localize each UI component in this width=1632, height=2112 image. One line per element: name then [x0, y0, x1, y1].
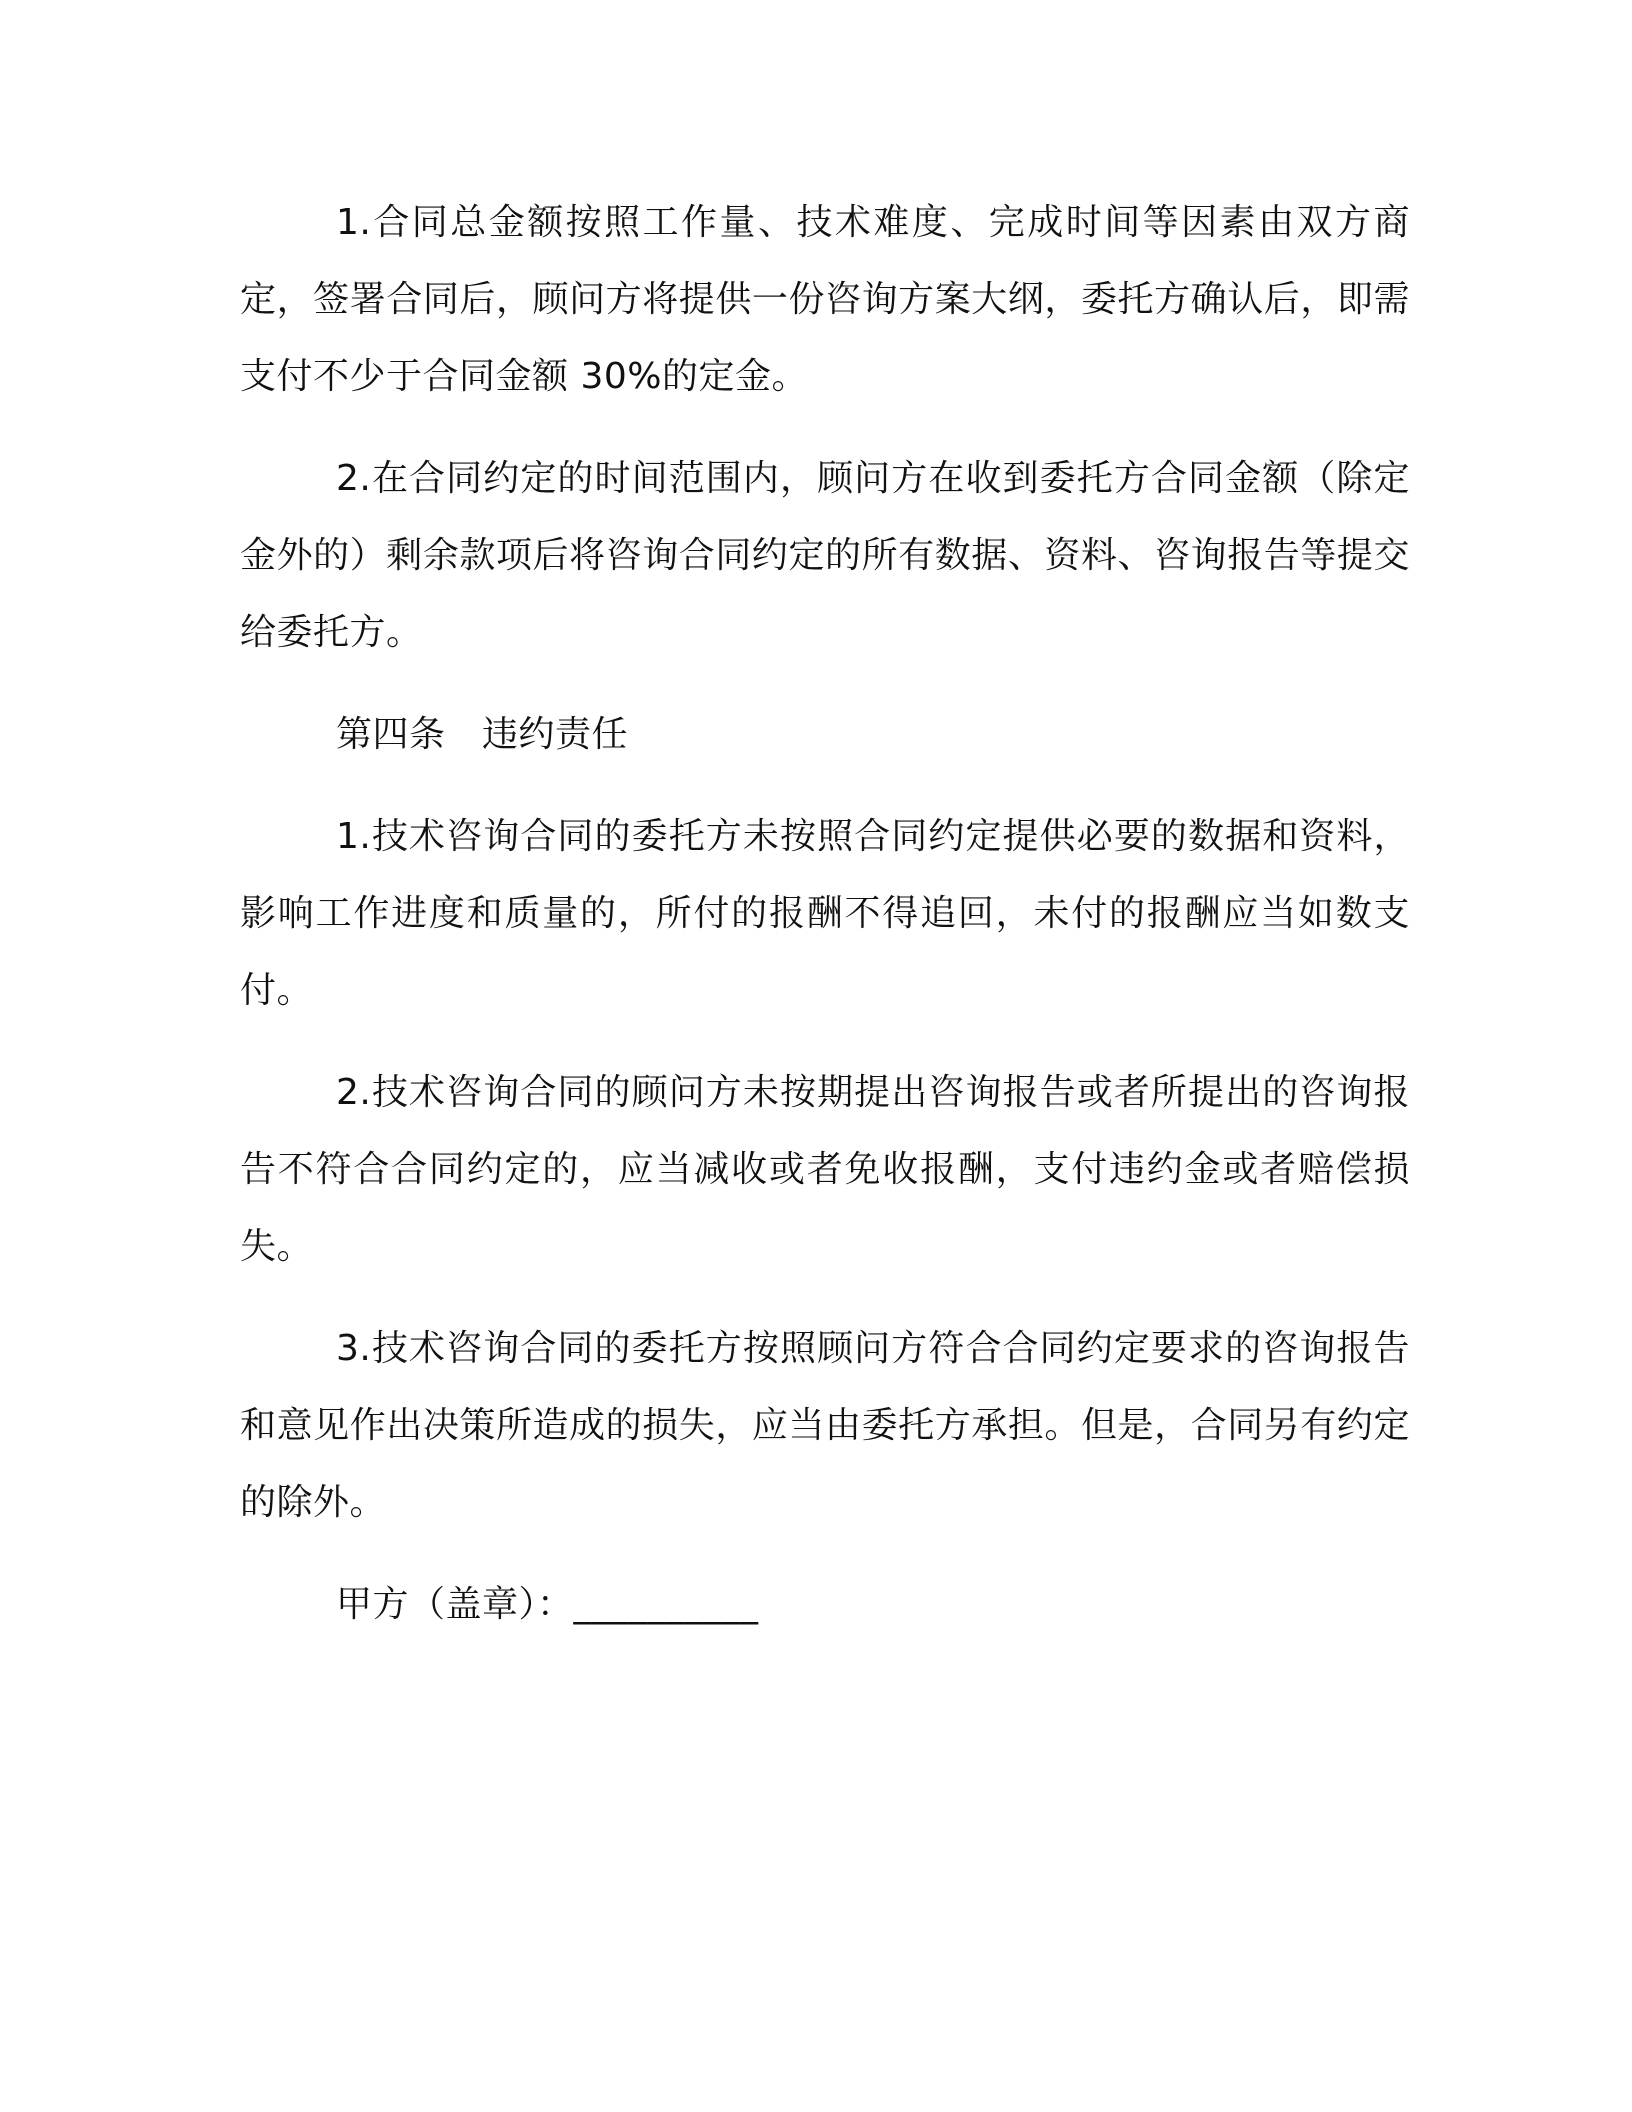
section-heading-block: [240, 696, 1410, 773]
paragraph: 1.合同总金额按照工作量、技术难度、完成时间等因素由双方商定，签署合同后，顾问方将提供一份咨询方案大纲，委托方确认后，即需支付不少于合同金额 30%的定金。: [240, 202, 1410, 397]
paragraph: 2.技术咨询合同的顾问方未按期提出咨询报告或者所提出的咨询报告不符合合同约定的，应当减收或者免收报酬，支付违约金或者赔偿损失。: [240, 1072, 1410, 1267]
liability-clause-3: [240, 1310, 1410, 1541]
paragraph: 3.技术咨询合同的委托方按照顾问方符合合同约定要求的咨询报告和意见作出决策所造成的损失，应当由委托方承担。但是，合同另有约定的除外。: [240, 1328, 1410, 1523]
section-heading: 第四条 违约责任: [336, 714, 629, 755]
payment-clause-1: [240, 184, 1410, 415]
liability-clause-2: [240, 1054, 1410, 1285]
paragraph: 2.在合同约定的时间范围内，顾问方在收到委托方合同金额（除定金外的）剩余款项后将咨询合同约定的所有数据、资料、咨询报告等提交给委托方。: [240, 458, 1410, 653]
paragraph: 1.技术咨询合同的委托方未按照合同约定提供必要的数据和资料，影响工作进度和质量的，所付的报酬不得追回，未付的报酬应当如数支付。: [240, 816, 1410, 1011]
signature-block: [240, 1566, 1410, 1643]
liability-clause-1: [240, 798, 1410, 1029]
payment-clause-2: [240, 440, 1410, 671]
party-a-signature-line: 甲方（盖章）：__________: [336, 1584, 759, 1625]
